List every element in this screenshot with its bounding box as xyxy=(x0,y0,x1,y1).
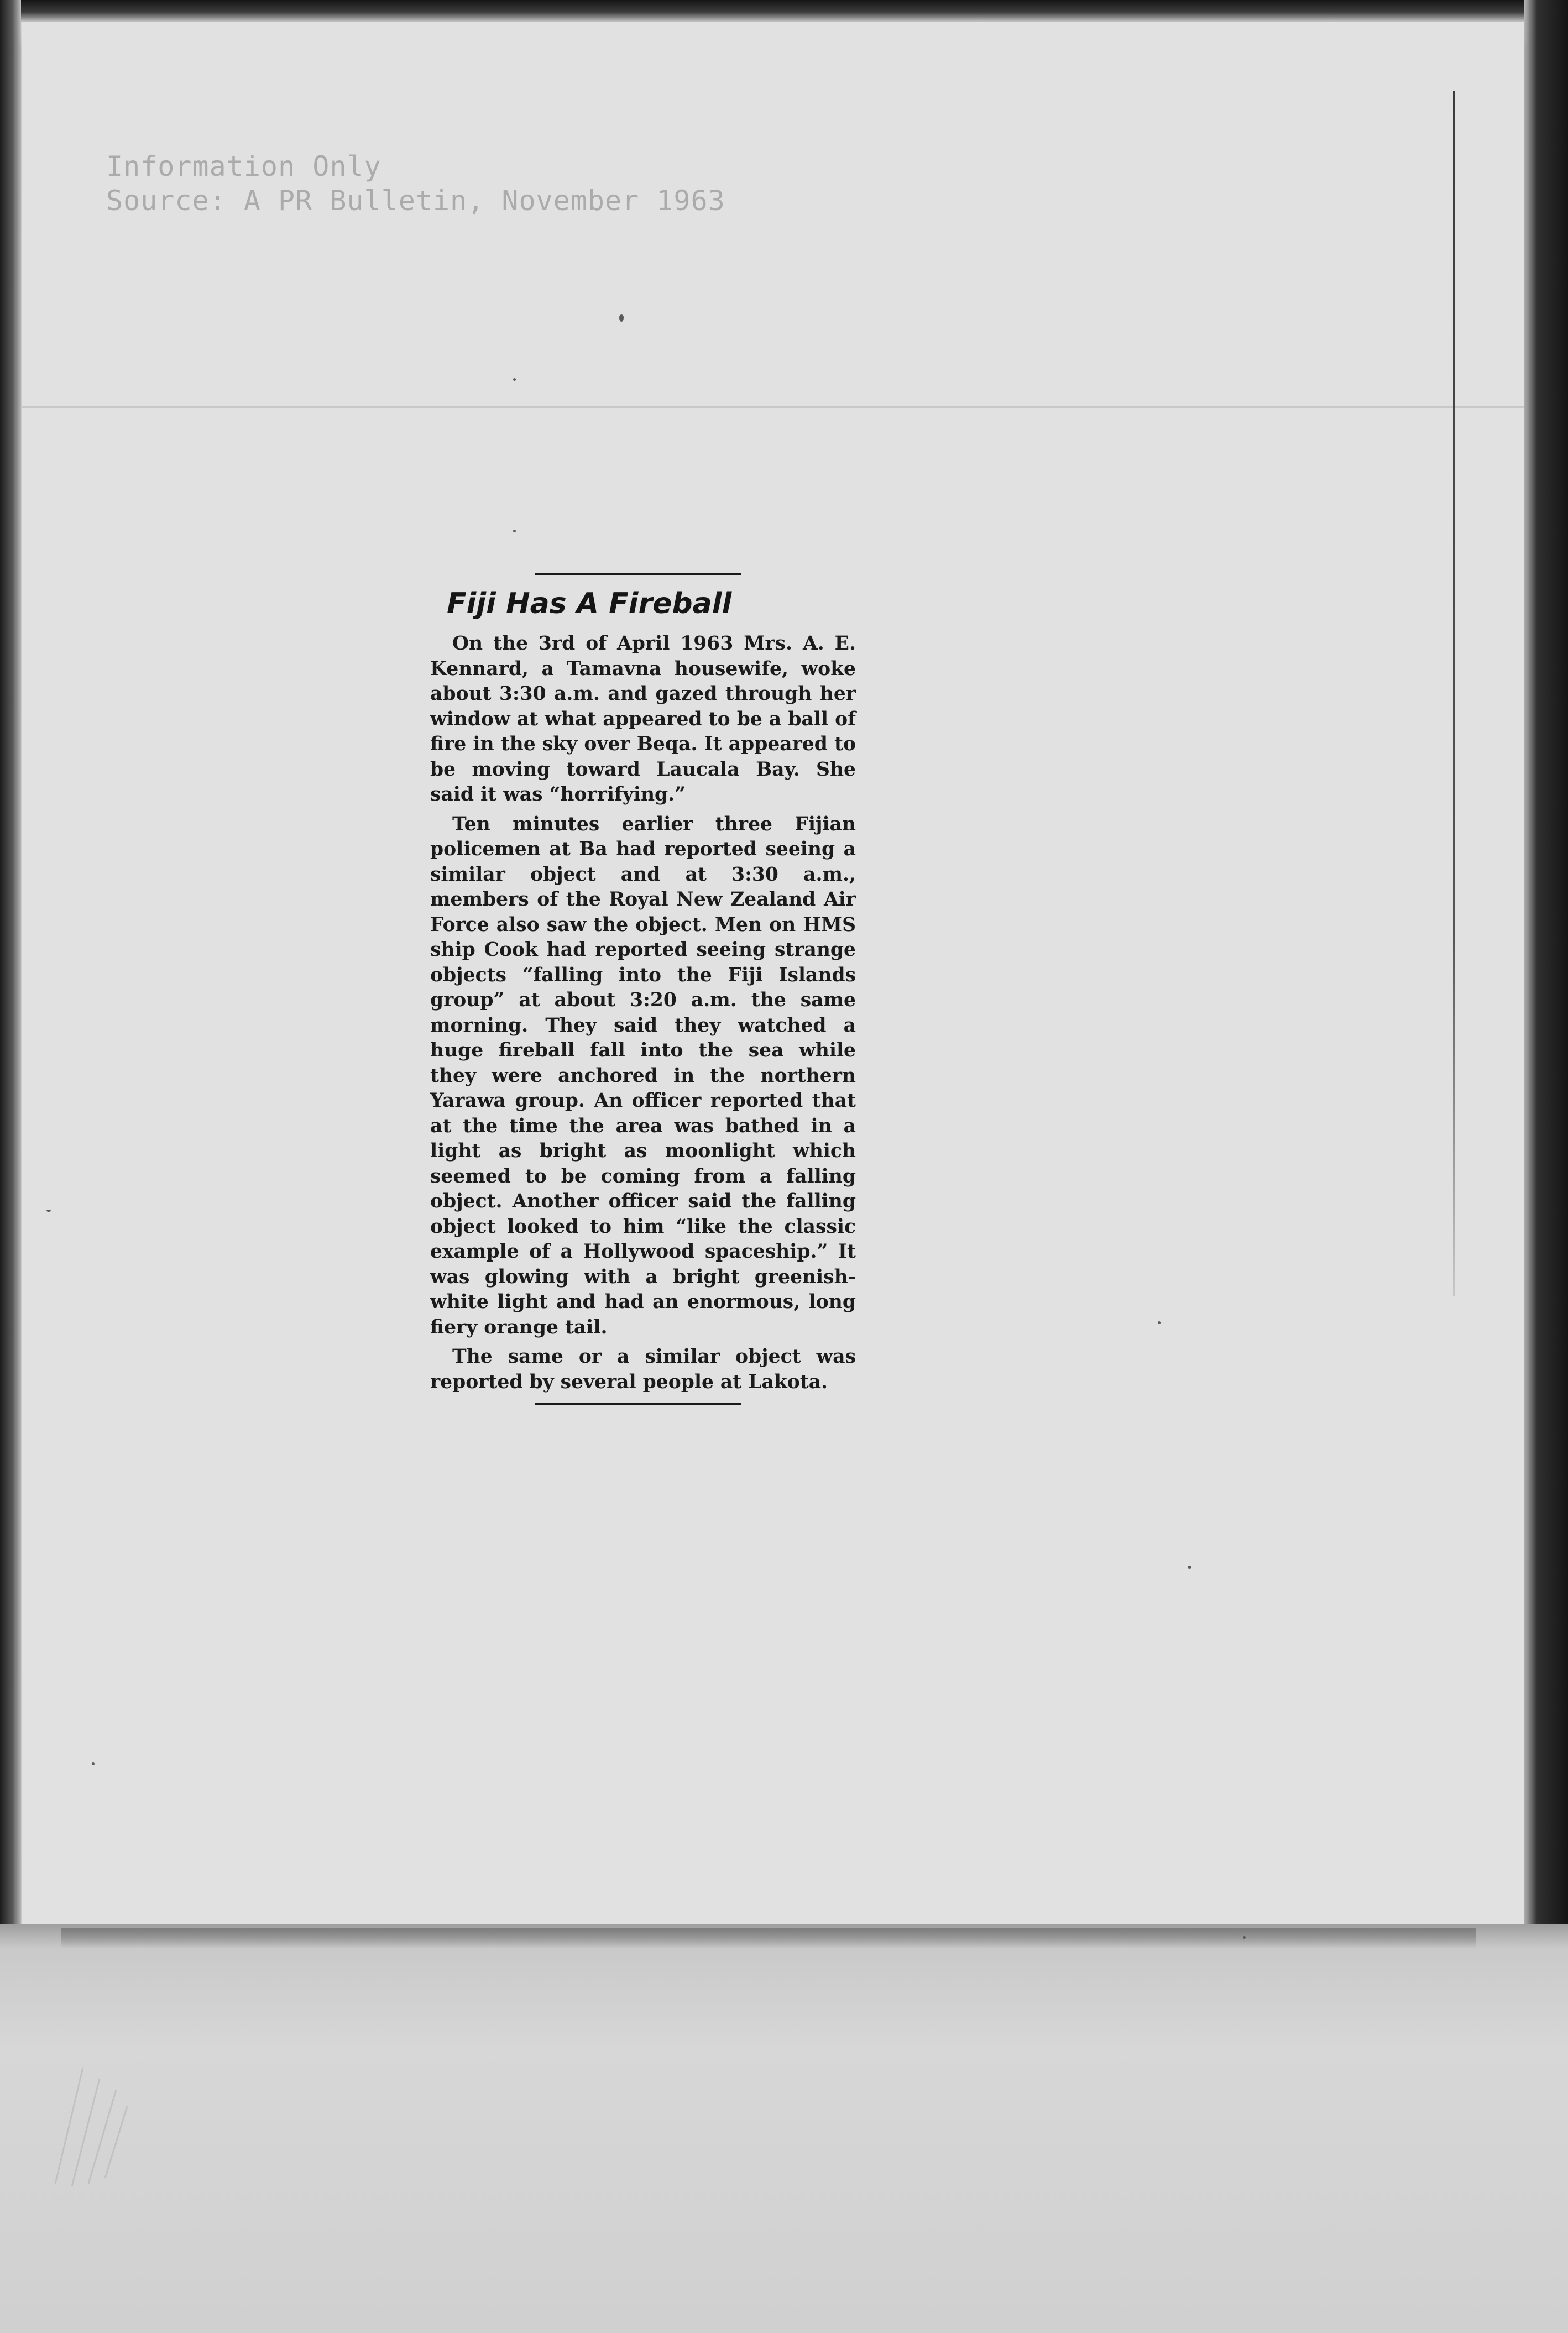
source-note-line-1: Information Only xyxy=(106,150,381,182)
scan-left-edge xyxy=(0,0,21,1946)
scratch-marks xyxy=(44,2046,166,2189)
clipping-body xyxy=(430,631,856,1405)
backing-board xyxy=(0,1924,1568,2333)
article-paragraph-3: The same or a similar object was reported by several people at Lakota. xyxy=(430,1346,856,1393)
clipping-top-rule xyxy=(535,573,741,575)
article-paragraph-1: On the 3rd of April 1963 Mrs. A. E. Kennard, a Tamavna housewife, woke about 3:30 a.m. and gazed through her window at what appeared to be a ball of fire in the sky over Beqa. It appeared to be moving toward Laucala Bay. She said it was “horrifying.” xyxy=(430,632,856,805)
dust-speck xyxy=(1243,1936,1246,1939)
clipping-bottom-rule xyxy=(535,1403,741,1405)
dust-speck xyxy=(46,1210,51,1212)
margin-rule xyxy=(1453,91,1455,1296)
dust-speck xyxy=(1158,1321,1161,1324)
scan-right-edge xyxy=(1524,0,1568,1946)
dust-speck xyxy=(513,378,516,381)
dust-speck xyxy=(1188,1566,1191,1569)
typed-source-note xyxy=(106,149,725,218)
fold-line xyxy=(22,406,1524,408)
dust-speck xyxy=(92,1762,95,1765)
sheet-shadow xyxy=(61,1928,1476,1948)
clipping-headline: Fiji Has A Fireball xyxy=(447,587,732,620)
dust-speck xyxy=(619,314,624,322)
dust-speck xyxy=(513,530,516,532)
source-note-line-2: Source: A PR Bulletin, November 1963 xyxy=(106,185,725,217)
scan-top-edge xyxy=(0,0,1568,22)
article-paragraph-2: Ten minutes earlier three Fijian policemen at Ba had reported seeing a similar object and at 3:30 a.m., members of the Royal New Zealand Air Force also saw the object. Men on HMS ship Cook had reported seeing strange objects “falling into the Fiji Islands group” at about 3:20 a.m. the same morning. They said they watched a huge fireball fall into the sea while they were anchored in the northern Yarawa group. An officer reported that at the time the area was bathed in a light as bright as moonlight which seemed to be coming from a falling object. Another officer said the falling object looked to him “like the classic example of a Hollywood spaceship.” It was glowing with a bright greenish-white light and had an enormous, long fiery orange tail. xyxy=(430,813,856,1338)
